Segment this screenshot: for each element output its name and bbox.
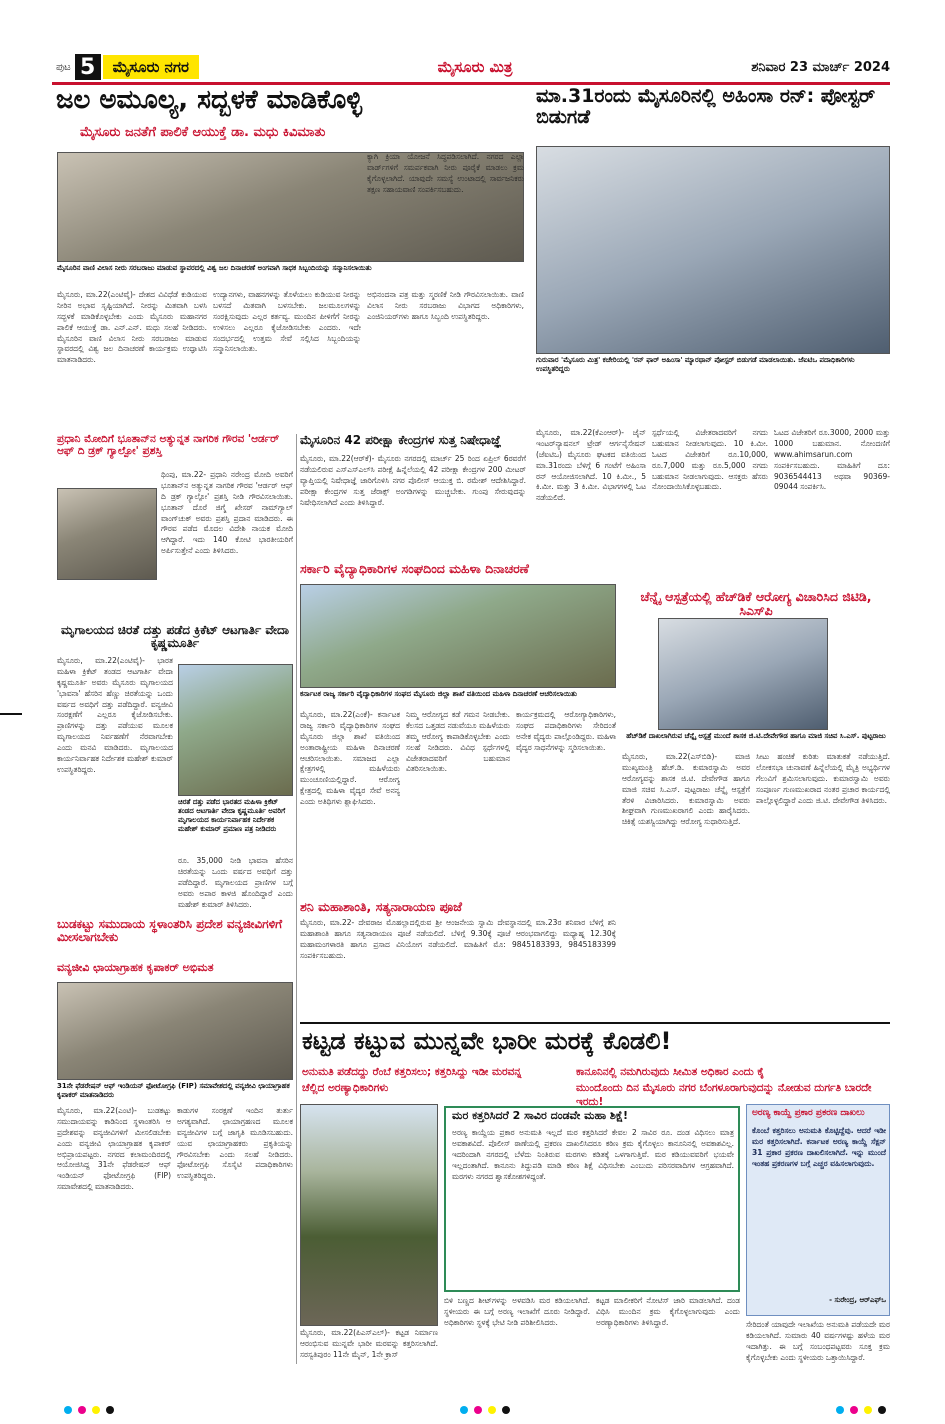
story10-rule [300, 1022, 890, 1024]
story1-subhead: ಮೈಸೂರು ಜನತೆಗೆ ಪಾಲಿಕೆ ಆಯುಕ್ತೆ ಡಾ. ಮಧು ಕಿವಿಮಾತು [80, 125, 326, 140]
page-label: ಪುಟ [56, 61, 71, 73]
story10-bullet2a: ಚೆಲ್ಲಿದ ಅರಣ್ಯಾಧಿಕಾರಿಗಳು [302, 1082, 389, 1094]
story10-col-a: ಬಿಳಿ ಬಣ್ಣದ ಶೀಟ್‌ಗಳನ್ನು ಅಳವಡಿಸಿ ಮರ ಕಡಿಯಲಾಗಿದೆ. ಸ್ಥಳೀಯರು ಈ ಬಗ್ಗೆ ಅರಣ್ಯ ಇಲಾಖೆಗೆ ದೂರು ನೀಡಿದ್ದಾರೆ. ಅಧಿಕಾರಿಗಳು ಸ್ಥಳಕ್ಕೆ ಭೇಟಿ ನೀಡಿ ಪರಿಶೀಲಿಸಿದರು. [444, 1296, 590, 1327]
story4-body: ಮೈಸೂರು, ಮಾ.22(ಆರ್‌ಕೆ)- ಮೈಸೂರು ನಗರದಲ್ಲಿ ಮಾರ್ಚ್ 25 ರಿಂದ ಏಪ್ರಿಲ್ 6ರವರೆಗೆ ನಡೆಯಲಿರುವ ಎಸ್‌ಎಸ್‌ಎಲ್‌ಸಿ ಪರೀಕ್ಷೆ ಹಿನ್ನೆಲೆಯಲ್ಲಿ 42 ಪರೀಕ್ಷಾ ಕೇಂದ್ರಗಳ 200 ಮೀಟರ್ ವ್ಯಾಪ್ತಿಯಲ್ಲಿ ನಿಷೇಧಾಜ್ಞೆ ಜಾರಿಗೊಳಿಸಿ ನಗರ ಪೊಲೀಸ್ ಆಯುಕ್ತ ಬಿ. ರಮೇಶ್ ಆದೇಶಿಸಿದ್ದಾರೆ. ಪರೀಕ್ಷಾ ಕೇಂದ್ರಗಳ ಸುತ್ತ ಜೆರಾಕ್ಸ್ ಅಂಗಡಿಗಳನ್ನು ಮುಚ್ಚಬೇಕು. ಗುಂಪು ಸೇರುವುದನ್ನು ನಿಷೇಧಿಸಲಾಗಿದೆ ಎಂದು ತಿಳಿಸಿದ್ದಾರೆ. [300, 454, 526, 507]
story6-col2: ಕಾಡುಗಳ ಸಂರಕ್ಷಣೆ ಇಂದಿನ ತುರ್ತು ಅಗತ್ಯವಾಗಿದೆ. ಛಾಯಾಗ್ರಹಣದ ಮೂಲಕ ವನ್ಯಜೀವಿಗಳ ಬಗ್ಗೆ ಜಾಗೃತಿ ಮೂಡಿಸಬಹುದು. ಯುವ ಛಾಯಾಗ್ರಾಹಕರು ಪ್ರಕೃತಿಯನ್ನು ಗೌರವಿಸಬೇಕು ಎಂದು ಸಲಹೆ ನೀಡಿದರು. ಫೋಟೋಗ್ರಫಿ ಸೊಸೈಟಿ ಪದಾಧಿಕಾರಿಗಳು ಉಪಸ್ಥಿತರಿದ್ದರು. [177, 1106, 293, 1181]
story8-col2: ಸೀಟು ಹಂಚಿಕೆ ಕುರಿತು ಮಾತುಕತೆ ನಡೆಯುತ್ತಿದೆ. ಲೋಕಸಭಾ ಚುನಾವಣೆ ಹಿನ್ನೆಲೆಯಲ್ಲಿ ಮೈತ್ರಿ ಅಭ್ಯರ್ಥಿಗಳ ಗೆಲುವಿಗೆ ಶ್ರಮಿಸಲಾಗುವುದು. ಕುಮಾರಸ್ವಾಮಿ ಅವರು ಸಂಪೂರ್ಣ ಗುಣಮುಖರಾದ ನಂತರ ಪ್ರಚಾರ ಕಾರ್ಯದಲ್ಲಿ ಪಾಲ್ಗೊಳ್ಳಲಿದ್ದಾರೆ ಎಂದು ಜಿ.ಟಿ. ದೇವೇಗೌಡ ತಿಳಿಸಿದರು. [756, 752, 890, 805]
story4-headline: ಮೈಸೂರಿನ 42 ಪರೀಕ್ಷಾ ಕೇಂದ್ರಗಳ ಸುತ್ತ ನಿಷೇಧಾಜ್ಞೆ [300, 433, 502, 447]
section-name: ಮೈಸೂರು ನಗರ [103, 55, 199, 79]
black-mark [502, 1406, 510, 1414]
story5-photo [178, 664, 293, 796]
story6-caption: 31ನೇ ಫೆಡರೇಷನ್ ಆಫ್ ಇಂಡಿಯನ್ ಫೋಟೋಗ್ರಫಿ (FIP) ಸಮಾವೇಶದಲ್ಲಿ ವನ್ಯಜೀವಿ ಛಾಯಾಗ್ರಾಹಕ ಕೃಪಾಕರ್ ಮಾತನಾಡಿದರು [57, 1082, 290, 1100]
story7-caption: ಕರ್ನಾಟಕ ರಾಜ್ಯ ಸರ್ಕಾರಿ ವೈದ್ಯಾಧಿಕಾರಿಗಳ ಸಂಘದ ಮೈಸೂರು ಜಿಲ್ಲಾ ಶಾಖೆ ವತಿಯಿಂದ ಮಹಿಳಾ ದಿನಾಚರಣೆ ಆಚರಿಸಲಾಯಿತು [300, 690, 577, 698]
story1-col3: ಕ್ಯಾಗಿ ಕ್ರಿಯಾ ಯೋಜನೆ ಸಿದ್ಧಪಡಿಸಲಾಗಿದೆ. ನಗರದ ಎಲ್ಲಾ ವಾರ್ಡ್‌ಗಳಿಗೆ ಸಮರ್ಪಕವಾಗಿ ನೀರು ಪೂರೈಕೆ ಮಾಡಲು ಕ್ರಮ ಕೈಗೊಳ್ಳಲಾಗಿದೆ. ಯಾವುದೇ ಸಮಸ್ಯೆ ಉಂಟಾದಲ್ಲಿ ಸಾರ್ವಜನಿಕರು ತಕ್ಷಣ ಸಹಾಯವಾಣಿ ಸಂಪರ್ಕಿಸಬಹುದು. [367, 152, 524, 194]
story9-body: ಮೈಸೂರು, ಮಾ.22- ದೇವರಾಜ ಮೊಹಲ್ಲಾದಲ್ಲಿರುವ ಶ್ರೀ ಆಂಜನೇಯ ಸ್ವಾಮಿ ದೇವಸ್ಥಾನದಲ್ಲಿ ಮಾ.23ರ ಶನಿವಾರ ಬೆಳಿಗ್ಗೆ ಶನಿ ಮಹಾಶಾಂತಿ ಹಾಗೂ ಸತ್ಯನಾರಾಯಣ ಪೂಜೆ ನಡೆಯಲಿದೆ. ಬೆಳಿಗ್ಗೆ 9.30ಕ್ಕೆ ಪೂಜೆ ಆರಂಭವಾಗಲಿದ್ದು ಮಧ್ಯಾಹ್ನ 12.30ಕ್ಕೆ ಮಹಾಮಂಗಳಾರತಿ ಹಾಗೂ ಪ್ರಸಾದ ವಿನಿಯೋಗ ನಡೆಯಲಿದೆ. ಮಾಹಿತಿಗೆ ಮೊ: 9845183393, 9845183399 ಸಂಪರ್ಕಿಸಬಹುದು. [300, 918, 616, 960]
story8-caption: ಹೆಚ್‌ಡಿಕೆ ದಾಖಲಾಗಿರುವ ಚೆನ್ನೈ ಆಸ್ಪತ್ರೆ ಮುಂದೆ ಶಾಸಕ ಜಿ.ಟಿ.ದೇವೇಗೌಡ ಹಾಗೂ ಮಾಜಿ ಸಚಿವ ಸಿ.ಎಸ್. ಪುಟ್ಟರಾಜು [626, 732, 886, 740]
story5-caption: ಚಿರತೆ ದತ್ತು ಪಡೆದ ಭಾರತದ ಮಹಿಳಾ ಕ್ರಿಕೆಟ್ ತಂಡದ ಆಟಗಾರ್ತಿ ವೇದಾ ಕೃಷ್ಣಮೂರ್ತಿ ಅವರಿಗೆ ಮೃಗಾಲಯದ ಕಾರ್ಯನಿರ್ವಾಹಕ ನಿರ್ದೇಶಕ ಮಹೇಶ್ ಕುಮಾರ್ ಪ್ರಮಾಣ ಪತ್ರ ನೀಡಿದರು [178, 798, 286, 834]
story10-bullet1a: ಅನುಮತಿ ಪಡೆದದ್ದು ರೆಂಬೆ ಕತ್ತರಿಸಲು; ಕತ್ತರಿಸಿದ್ದು ಇಡೀ ಮರವನ್ನ [302, 1066, 522, 1078]
story1-col3b: ಅಭಿನಂದನಾ ಪತ್ರ ಮತ್ತು ಸ್ಮರಣಿಕೆ ನೀಡಿ ಗೌರವಿಸಲಾಯಿತು. ವಾಣಿ ವಿಲಾಸ ನೀರು ಸರಬರಾಜು ವಿಭಾಗದ ಅಧಿಕಾರಿಗಳು, ಎಂಜಿನಿಯರ್‌ಗಳು ಹಾಗೂ ಸಿಬ್ಬಂದಿ ಉಪಸ್ಥಿತರಿದ್ದರು. [367, 290, 524, 321]
story1-col1: ಮೈಸೂರು, ಮಾ.22(ಎಂಟಿವೈ)- ದೇಶದ ವಿವಿಧೆಡೆ ಕುಡಿಯುವ ನೀರಿನ ಅಭಾವ ಸೃಷ್ಟಿಯಾಗಿದೆ. ನೀರನ್ನು ಮಿತವಾಗಿ ಬಳಸಿ ಸದ್ಬಳಕೆ ಮಾಡಿಕೊಳ್ಳಬೇಕು ಎಂದು ಮೈಸೂರು ಮಹಾನಗರ ಪಾಲಿಕೆ ಆಯುಕ್ತೆ ಡಾ. ಎನ್.ಎನ್. ಮಧು ಸಲಹೆ ನೀಡಿದರು. ಮೈಸೂರಿನ ವಾಣಿ ವಿಲಾಸ ನೀರು ಸರಬರಾಜು ಮಾಡುವ ಸ್ಥಾವರದಲ್ಲಿ ವಿಶ್ವ ಜಲ ದಿನಾಚರಣೆ ಕಾರ್ಯಕ್ರಮ ಉದ್ಘಾಟಿಸಿ ಮಾತನಾಡಿದರು. [57, 290, 207, 365]
story2-col2: ಸ್ಪರ್ಧೆಯಲ್ಲಿ ವಿಜೇತರಾದವರಿಗೆ ನಗದು ಬಹುಮಾನ ನೀಡಲಾಗುವುದು. 10 ಕಿ.ಮೀ. ಓಟದ ವಿಜೇತರಿಗೆ ರೂ.10,000, ರೂ.7,000 ಮತ್ತು ರೂ.5,000 ನಗದು ಬಹುಮಾನ ನೀಡಲಾಗುವುದು. ಆಸಕ್ತರು ಹೆಸರು ನೋಂದಾಯಿಸಿಕೊಳ್ಳಬಹುದು. [652, 428, 768, 492]
story1-caption: ಮೈಸೂರಿನ ವಾಣಿ ವಿಲಾಸ ನೀರು ಸರಬರಾಜು ಮಾಡುವ ಸ್ಥಾವರದಲ್ಲಿ ವಿಶ್ವ ಜಲ ದಿನಾಚರಣೆ ಅಂಗವಾಗಿ ಸಾಧಕ ಸಿಬ್ಬಂದಿಯನ್ನು ಸನ್ಮಾನಿಸಲಾಯಿತು [57, 264, 372, 272]
story10-col-b: ಕಟ್ಟಡ ಮಾಲೀಕರಿಗೆ ನೋಟಿಸ್ ಜಾರಿ ಮಾಡಲಾಗಿದೆ. ದಂಡ ವಿಧಿಸಿ ಮುಂದಿನ ಕ್ರಮ ಕೈಗೊಳ್ಳಲಾಗುವುದು ಎಂದು ಅರಣ್ಯಾಧಿಕಾರಿಗಳು ತಿಳಿಸಿದ್ದಾರೆ. [596, 1296, 740, 1327]
story10-bullet1b: ಕಾನೂನಿನಲ್ಲಿ ನಮಗಿರುವುದು ಸೀಮಿತ ಅಧಿಕಾರ ಎಂದು ಕೈ [576, 1066, 765, 1078]
page-number: 5 [75, 54, 101, 80]
story5-headline: ಮೃಗಾಲಯದ ಚಿರತೆ ದತ್ತು ಪಡೆದ ಕ್ರಿಕೆಟ್ ಆಟಗಾರ್ತಿ ವೇದಾ ಕೃಷ್ಣಮೂರ್ತಿ [61, 623, 289, 651]
black-mark [106, 1406, 114, 1414]
story10-bullet2b: ಮುಂದೊಂದು ದಿನ ಮೈಸೂರು ನಗರ ಬೆಂಗಳೂರಾಗುವುದನ್ನು ನೋಡುವ ದುರ್ಗತಿ ಬಾರದೇ ಇರದು! [576, 1082, 872, 1108]
story8-headline: ಚೆನ್ನೈ ಆಸ್ಪತ್ರೆಯಲ್ಲಿ ಹೆಚ್‌ಡಿಕೆ ಆರೋಗ್ಯ ವಿಚಾರಿಸಿದ ಜಿಟಿಡಿ, ಸಿಎಸ್‌ಪಿ [640, 589, 872, 618]
story8-photo [658, 618, 828, 730]
story6-col1: ಮೈಸೂರು, ಮಾ.22(ಎಂಟಿ)- ಬುಡಕಟ್ಟು ಸಮುದಾಯವನ್ನು ಕಾಡಿನಿಂದ ಸ್ಥಳಾಂತರಿಸಿ ಆ ಪ್ರದೇಶವನ್ನು ವನ್ಯಜೀವಿಗಳಿಗೆ ಮೀಸಲಿಡಬೇಕು ಎಂದು ವನ್ಯಜೀವಿ ಛಾಯಾಗ್ರಾಹಕ ಕೃಪಾಕರ್ ಅಭಿಪ್ರಾಯಪಟ್ಟರು. ನಗರದ ಕಲಾಮಂದಿರದಲ್ಲಿ ಆಯೋಜಿಸಿದ್ದ 31ನೇ ಫೆಡರೇಷನ್ ಆಫ್ ಇಂಡಿಯನ್ ಫೋಟೋಗ್ರಫಿ (FIP) ಸಮಾವೇಶದಲ್ಲಿ ಮಾತನಾಡಿದರು. [57, 1106, 171, 1192]
story3-headline: ಪ್ರಧಾನಿ ಮೋದಿಗೆ ಭೂತಾನ್‌ನ ಅತ್ಯುನ್ನತ ನಾಗರಿಕ ಗೌರವ 'ಆರ್ಡರ್ ಆಫ್ ದಿ ಡ್ರಕ್ ಗ್ಯಾಲ್ಪೋ' ಪ್ರಶಸ್ತಿ [57, 433, 280, 457]
story3-photo [57, 488, 157, 580]
cyan-mark [64, 1406, 72, 1414]
story7-col2: ನಿಮ್ಮ ಆರೋಗ್ಯದ ಕಡೆ ಗಮನ ನೀಡಬೇಕು. ಕೆಲಸದ ಒತ್ತಡದ ನಡುವೆಯೂ ಮಹಿಳೆಯರು ತಮ್ಮ ಆರೋಗ್ಯ ಕಾಪಾಡಿಕೊಳ್ಳಬೇಕು ಎಂದು ಸಲಹೆ ನೀಡಿದರು. ವಿವಿಧ ಸ್ಪರ್ಧೆಗಳಲ್ಲಿ ವಿಜೇತರಾದವರಿಗೆ ಬಹುಮಾನ ವಿತರಿಸಲಾಯಿತು. [406, 710, 510, 774]
story1-col2: ಉದ್ಯಾನಗಳು, ವಾಹನಗಳನ್ನು ತೊಳೆಯಲು ಕುಡಿಯುವ ನೀರನ್ನು ಬಳಸದೆ ಮಿತವಾಗಿ ಬಳಸಬೇಕು. ಜಲಮೂಲಗಳನ್ನು ಸಂರಕ್ಷಿಸುವುದು ಎಲ್ಲರ ಕರ್ತವ್ಯ. ಮುಂದಿನ ಪೀಳಿಗೆಗೆ ನೀರನ್ನು ಉಳಿಸಲು ಎಲ್ಲರೂ ಕೈಜೋಡಿಸಬೇಕು ಎಂದರು. ಇದೇ ಸಂದರ್ಭದಲ್ಲಿ ಉತ್ತಮ ಸೇವೆ ಸಲ್ಲಿಸಿದ ಸಿಬ್ಬಂದಿಯನ್ನು ಸನ್ಮಾನಿಸಲಾಯಿತು. [213, 290, 361, 354]
masthead [52, 52, 890, 82]
story2-caption: ಗುರುವಾರ 'ಮೈಸೂರು ಮಿತ್ರ' ಕಚೇರಿಯಲ್ಲಿ 'ರನ್ ಫಾರ್ ಅಹಿಂಸಾ' ಮ್ಯಾರಥಾನ್ ಪೋಸ್ಟರ್ ಬಿಡುಗಡೆ ಮಾಡಲಾಯಿತು. ಜೆಐಟಿಒ ಪದಾಧಿಕಾರಿಗಳು ಉಪಸ್ಥಿತರಿದ್ದರು [536, 356, 855, 374]
story10-photo [300, 1104, 438, 1326]
story7-col3: ಕಾರ್ಯಕ್ರಮದಲ್ಲಿ ಆರೋಗ್ಯಾಧಿಕಾರಿಗಳು, ಸಂಘದ ಪದಾಧಿಕಾರಿಗಳು ಸೇರಿದಂತೆ ಅನೇಕ ವೈದ್ಯರು ಪಾಲ್ಗೊಂಡಿದ್ದರು. ಮಹಿಳಾ ವೈದ್ಯರ ಸಾಧನೆಗಳನ್ನು ಸ್ಮರಿಸಲಾಯಿತು. [516, 710, 616, 752]
story6-headline: ಬುಡಕಟ್ಟು ಸಮುದಾಯ ಸ್ಥಳಾಂತರಿಸಿ ಪ್ರದೇಶ ವನ್ಯಜೀವಿಗಳಿಗೆ ಮೀಸಲಾಗಬೇಕು [57, 917, 283, 945]
officer-quote-body: ಕೊಂಬೆ ಕತ್ತರಿಸಲು ಅನುಮತಿ ಕೊಟ್ಟಿದ್ದೆವು. ಆದರೆ ಇಡೀ ಮರ ಕತ್ತರಿಸಲಾಗಿದೆ. ಕರ್ನಾಟಕ ಅರಣ್ಯ ಕಾಯ್ದೆ ಸೆಕ್ಷನ್ 31 ಪ್ರಕಾರ ಪ್ರಕರಣ ದಾಖಲಿಸಲಾಗಿದೆ. ಇನ್ನು ಮುಂದೆ ಇಂತಹ ಪ್ರಕರಣಗಳ ಬಗ್ಗೆ ಎಚ್ಚರ ವಹಿಸಲಾಗುವುದು. [752, 1126, 886, 1168]
story6-photo [57, 982, 293, 1080]
story10-headline: ಕಟ್ಟಡ ಕಟ್ಟುವ ಮುನ್ನವೇ ಭಾರೀ ಮರಕ್ಕೆ ಕೊಡಲಿ! [302, 1027, 672, 1055]
fine-box-headline: ಮರ ಕತ್ತರಿಸಿದರೆ 2 ಸಾವಿರ ದಂಡವೇ ಮಹಾ ಶಿಕ್ಷೆ! [452, 1109, 629, 1122]
story3-body: ಥಿಂಪು, ಮಾ.22- ಪ್ರಧಾನಿ ನರೇಂದ್ರ ಮೋದಿ ಅವರಿಗೆ ಭೂತಾನ್‌ನ ಅತ್ಯುನ್ನತ ನಾಗರಿಕ ಗೌರವ 'ಆರ್ಡರ್ ಆಫ್ ದಿ ಡ್ರಕ್ ಗ್ಯಾಲ್ಪೋ' ಪ್ರಶಸ್ತಿ ನೀಡಿ ಗೌರವಿಸಲಾಯಿತು. ಭೂತಾನ್ ದೊರೆ ಜಿಗ್ಮೆ ಖೇಸರ್ ನಾಮ್‌ಗ್ಯಾಲ್ ವಾಂಗ್‌ಚುಕ್ ಅವರು ಪ್ರಶಸ್ತಿ ಪ್ರದಾನ ಮಾಡಿದರು. ಈ ಗೌರವ ಪಡೆದ ಮೊದಲ ವಿದೇಶಿ ನಾಯಕ ಮೋದಿ ಆಗಿದ್ದಾರೆ. ಇದು 140 ಕೋಟಿ ಭಾರತೀಯರಿಗೆ ಅರ್ಪಿಸುತ್ತೇನೆ ಎಂದು ತಿಳಿಸಿದರು. [161, 470, 293, 556]
story5-body2: ರೂ. 35,000 ನೀಡಿ ಭಾವನಾ ಹೆಸರಿನ ಚಿರತೆಯನ್ನು ಒಂದು ವರ್ಷದ ಅವಧಿಗೆ ದತ್ತು ಪಡೆದಿದ್ದಾರೆ. ಮೃಗಾಲಯದ ಪ್ರಾಣಿಗಳ ಬಗ್ಗೆ ಅವರು ಅಪಾರ ಕಾಳಜಿ ಹೊಂದಿದ್ದಾರೆ ಎಂದು ಮಹೇಶ್ ಕುಮಾರ್ ತಿಳಿಸಿದರು. [178, 856, 293, 909]
magenta-mark [850, 1406, 858, 1414]
yellow-mark [488, 1406, 496, 1414]
story9-headline: ಶನಿ ಮಹಾಶಾಂತಿ, ಸತ್ಯನಾರಾಯಣ ಪೂಜೆ [300, 899, 462, 914]
story2-headline: ಮಾ.31ರಂದು ಮೈಸೂರಿನಲ್ಲಿ ಅಹಿಂಸಾ ರನ್: ಪೋಸ್ಟರ್ ಬಿಡುಗಡೆ [536, 85, 876, 128]
story2-col3: ಓಟದ ವಿಜೇತರಿಗೆ ರೂ.3000, 2000 ಮತ್ತು 1000 ಬಹುಮಾನ. ನೋಂದಣಿಗೆ www.ahimsarun.com ಸಂಪರ್ಕಿಸಬಹುದು. ಮಾಹಿತಿಗೆ ದೂ: 9036544413 ಅಥವಾ 90369-09044 ಸಂಪರ್ಕಿಸಿ. [774, 428, 890, 492]
story2-col1: ಮೈಸೂರು, ಮಾ.22(ಕೆಎಂಆರ್)- ಜೈನ್ ಇಂಟರ್‌ನ್ಯಾಷನಲ್ ಟ್ರೇಡ್ ಆರ್ಗನೈಸೇಷನ್ (ಜೆಐಟಿಒ) ಮೈಸೂರು ಘಟಕದ ವತಿಯಿಂದ ಮಾ.31ರಂದು ಬೆಳಿಗ್ಗೆ 6 ಗಂಟೆಗೆ ಅಹಿಂಸಾ ರನ್ ಆಯೋಜಿಸಲಾಗಿದೆ. 10 ಕಿ.ಮೀ., 5 ಕಿ.ಮೀ. ಮತ್ತು 3 ಕಿ.ಮೀ. ವಿಭಾಗಗಳಲ್ಲಿ ಓಟ ನಡೆಯಲಿದೆ. [536, 428, 646, 503]
story7-headline: ಸರ್ಕಾರಿ ವೈದ್ಯಾಧಿಕಾರಿಗಳ ಸಂಘದಿಂದ ಮಹಿಳಾ ದಿನಾಚರಣೆ [300, 561, 529, 576]
story10-photo-caption: ಮೈಸೂರು, ಮಾ.22(ಪಿಎಸ್‌ಎಲ್)- ಕಟ್ಟಡ ನಿರ್ಮಾಣ ಆರಂಭಿಸುವ ಮುನ್ನವೇ ಭಾರೀ ಮರವನ್ನು ಕತ್ತರಿಸಲಾಗಿದೆ. ಸರಸ್ವತಿಪುರಂ 11ನೇ ಮೈನ್, 1ನೇ ಕ್ರಾಸ್ [300, 1328, 438, 1359]
story1-headline: ಜಲ ಅಮೂಲ್ಯ, ಸದ್ಬಳಕೆ ಮಾಡಿಕೊಳ್ಳಿ [56, 85, 363, 115]
cyan-mark [836, 1406, 844, 1414]
story5-body: ಮೈಸೂರು, ಮಾ.22(ಎಂಟಿವೈ)- ಭಾರತ ಮಹಿಳಾ ಕ್ರಿಕೆಟ್ ತಂಡದ ಆಟಗಾರ್ತಿ ವೇದಾ ಕೃಷ್ಣಮೂರ್ತಿ ಅವರು ಮೈಸೂರು ಮೃಗಾಲಯದ 'ಭಾವನಾ' ಹೆಸರಿನ ಹೆಣ್ಣು ಚಿರತೆಯನ್ನು ಒಂದು ವರ್ಷದ ಅವಧಿಗೆ ದತ್ತು ಪಡೆದಿದ್ದಾರೆ. ವನ್ಯಜೀವಿ ಸಂರಕ್ಷಣೆಗೆ ಎಲ್ಲರೂ ಕೈಜೋಡಿಸಬೇಕು. ಪ್ರಾಣಿಗಳನ್ನು ದತ್ತು ಪಡೆಯುವ ಮೂಲಕ ಮೃಗಾಲಯದ ನಿರ್ವಹಣೆಗೆ ನೆರವಾಗಬೇಕು ಎಂದು ಮನವಿ ಮಾಡಿದರು. ಮೃಗಾಲಯದ ಕಾರ್ಯನಿರ್ವಾಹಕ ನಿರ್ದೇಶಕ ಮಹೇಶ್ ಕುಮಾರ್ ಉಪಸ್ಥಿತರಿದ್ದರು. [57, 656, 173, 774]
story6-subhead: ವನ್ಯಜೀವಿ ಛಾಯಾಗ್ರಾಹಕ ಕೃಪಾಕರ್ ಅಭಿಮತ [57, 961, 214, 974]
story2-photo [536, 146, 890, 354]
officer-quote-headline: ಅರಣ್ಯ ಕಾಯ್ದೆ ಪ್ರಕಾರ ಪ್ರಕರಣ ದಾಖಲು [752, 1108, 865, 1118]
margin-mark [0, 713, 22, 715]
page-indicator [52, 54, 199, 80]
black-mark [878, 1406, 886, 1414]
cyan-mark [460, 1406, 468, 1414]
story8-col1: ಮೈಸೂರು, ಮಾ.22(ಎಸ್‌ಬಿಡಿ)- ಮಾಜಿ ಮುಖ್ಯಮಂತ್ರಿ ಹೆಚ್.ಡಿ. ಕುಮಾರಸ್ವಾಮಿ ಅವರ ಆರೋಗ್ಯವನ್ನು ಶಾಸಕ ಜಿ.ಟಿ. ದೇವೇಗೌಡ ಹಾಗೂ ಮಾಜಿ ಸಚಿವ ಸಿ.ಎಸ್. ಪುಟ್ಟರಾಜು ಚೆನ್ನೈ ಆಸ್ಪತ್ರೆಗೆ ತೆರಳಿ ವಿಚಾರಿಸಿದರು. ಕುಮಾರಸ್ವಾಮಿ ಅವರು ಶೀಘ್ರವಾಗಿ ಗುಣಮುಖರಾಗಲಿ ಎಂದು ಹಾರೈಸಿದರು. ಚಿಕಿತ್ಸೆ ಯಶಸ್ವಿಯಾಗಿದ್ದು ಆರೋಗ್ಯ ಸುಧಾರಿಸುತ್ತಿದೆ. [622, 752, 750, 827]
story7-photo [300, 584, 616, 688]
yellow-mark [92, 1406, 100, 1414]
magenta-mark [474, 1406, 482, 1414]
officer-quote-sign: - ಸುರೇಂದ್ರ, ಆರ್‌ಎಫ್‌ಒ [829, 1296, 886, 1304]
story7-col1: ಮೈಸೂರು, ಮಾ.22(ಎಂಕೆ)- ಕರ್ನಾಟಕ ರಾಜ್ಯ ಸರ್ಕಾರಿ ವೈದ್ಯಾಧಿಕಾರಿಗಳ ಸಂಘದ ಮೈಸೂರು ಜಿಲ್ಲಾ ಶಾಖೆ ವತಿಯಿಂದ ಅಂತಾರಾಷ್ಟ್ರೀಯ ಮಹಿಳಾ ದಿನಾಚರಣೆ ಆಚರಿಸಲಾಯಿತು. ಸಮಾಜದ ಎಲ್ಲಾ ಕ್ಷೇತ್ರಗಳಲ್ಲಿ ಮಹಿಳೆಯರು ಮುಂಚೂಣಿಯಲ್ಲಿದ್ದಾರೆ. ಆರೋಗ್ಯ ಕ್ಷೇತ್ರದಲ್ಲಿ ಮಹಿಳಾ ವೈದ್ಯರ ಸೇವೆ ಅನನ್ಯ ಎಂದು ಅತಿಥಿಗಳು ಶ್ಲಾಘಿಸಿದರು. [300, 710, 400, 806]
fine-box-body: ಅರಣ್ಯ ಕಾಯ್ದೆಯ ಪ್ರಕಾರ ಅನುಮತಿ ಇಲ್ಲದೆ ಮರ ಕತ್ತರಿಸಿದರೆ ಕೇವಲ 2 ಸಾವಿರ ರೂ. ದಂಡ ವಿಧಿಸಲು ಮಾತ್ರ ಅವಕಾಶವಿದೆ. ಪೊಲೀಸ್ ಠಾಣೆಯಲ್ಲಿ ಪ್ರಕರಣ ದಾಖಲಿಸಿದರೂ ಕಠಿಣ ಕ್ರಮ ಕೈಗೊಳ್ಳಲು ಕಾನೂನಿನಲ್ಲಿ ಅವಕಾಶವಿಲ್ಲ. ಇದರಿಂದಾಗಿ ನಗರದಲ್ಲಿ ಬೆಳೆದು ನಿಂತಿರುವ ಮರಗಳು ಕಡಿತಕ್ಕೆ ಒಳಗಾಗುತ್ತಿವೆ. ಮರ ಕಡಿಯುವವರಿಗೆ ಭಯವೇ ಇಲ್ಲದಂತಾಗಿದೆ. ಕಾನೂನು ತಿದ್ದುಪಡಿ ಮಾಡಿ ಕಠಿಣ ಶಿಕ್ಷೆ ವಿಧಿಸಬೇಕು ಎಂಬುದು ಪರಿಸರವಾದಿಗಳ ಆಗ್ರಹವಾಗಿದೆ. ಮರಗಳು ನಗರದ ಶ್ವಾಸಕೋಶಗಳಿದ್ದಂತೆ. [452, 1128, 734, 1181]
column-divider [296, 434, 297, 1364]
dateline: ಶನಿವಾರ 23 ಮಾರ್ಚ್ 2024 [751, 59, 890, 75]
magenta-mark [78, 1406, 86, 1414]
story10-col-c: ಸೇರಿದಂತೆ ಯಾವುದೇ ಇಲಾಖೆಯ ಅನುಮತಿ ಪಡೆಯದೇ ಮರ ಕಡಿಯಲಾಗಿದೆ. ಸುಮಾರು 40 ವರ್ಷಗಳಷ್ಟು ಹಳೆಯ ಮರ ಇದಾಗಿತ್ತು. ಈ ಬಗ್ಗೆ ಸಂಬಂಧಪಟ್ಟವರು ಸೂಕ್ತ ಕ್ರಮ ಕೈಗೊಳ್ಳಬೇಕು ಎಂದು ಸ್ಥಳೀಯರು ಒತ್ತಾಯಿಸಿದ್ದಾರೆ. [746, 1320, 890, 1362]
yellow-mark [864, 1406, 872, 1414]
newspaper-name: ಮೈಸೂರು ಮಿತ್ರ [437, 58, 513, 76]
